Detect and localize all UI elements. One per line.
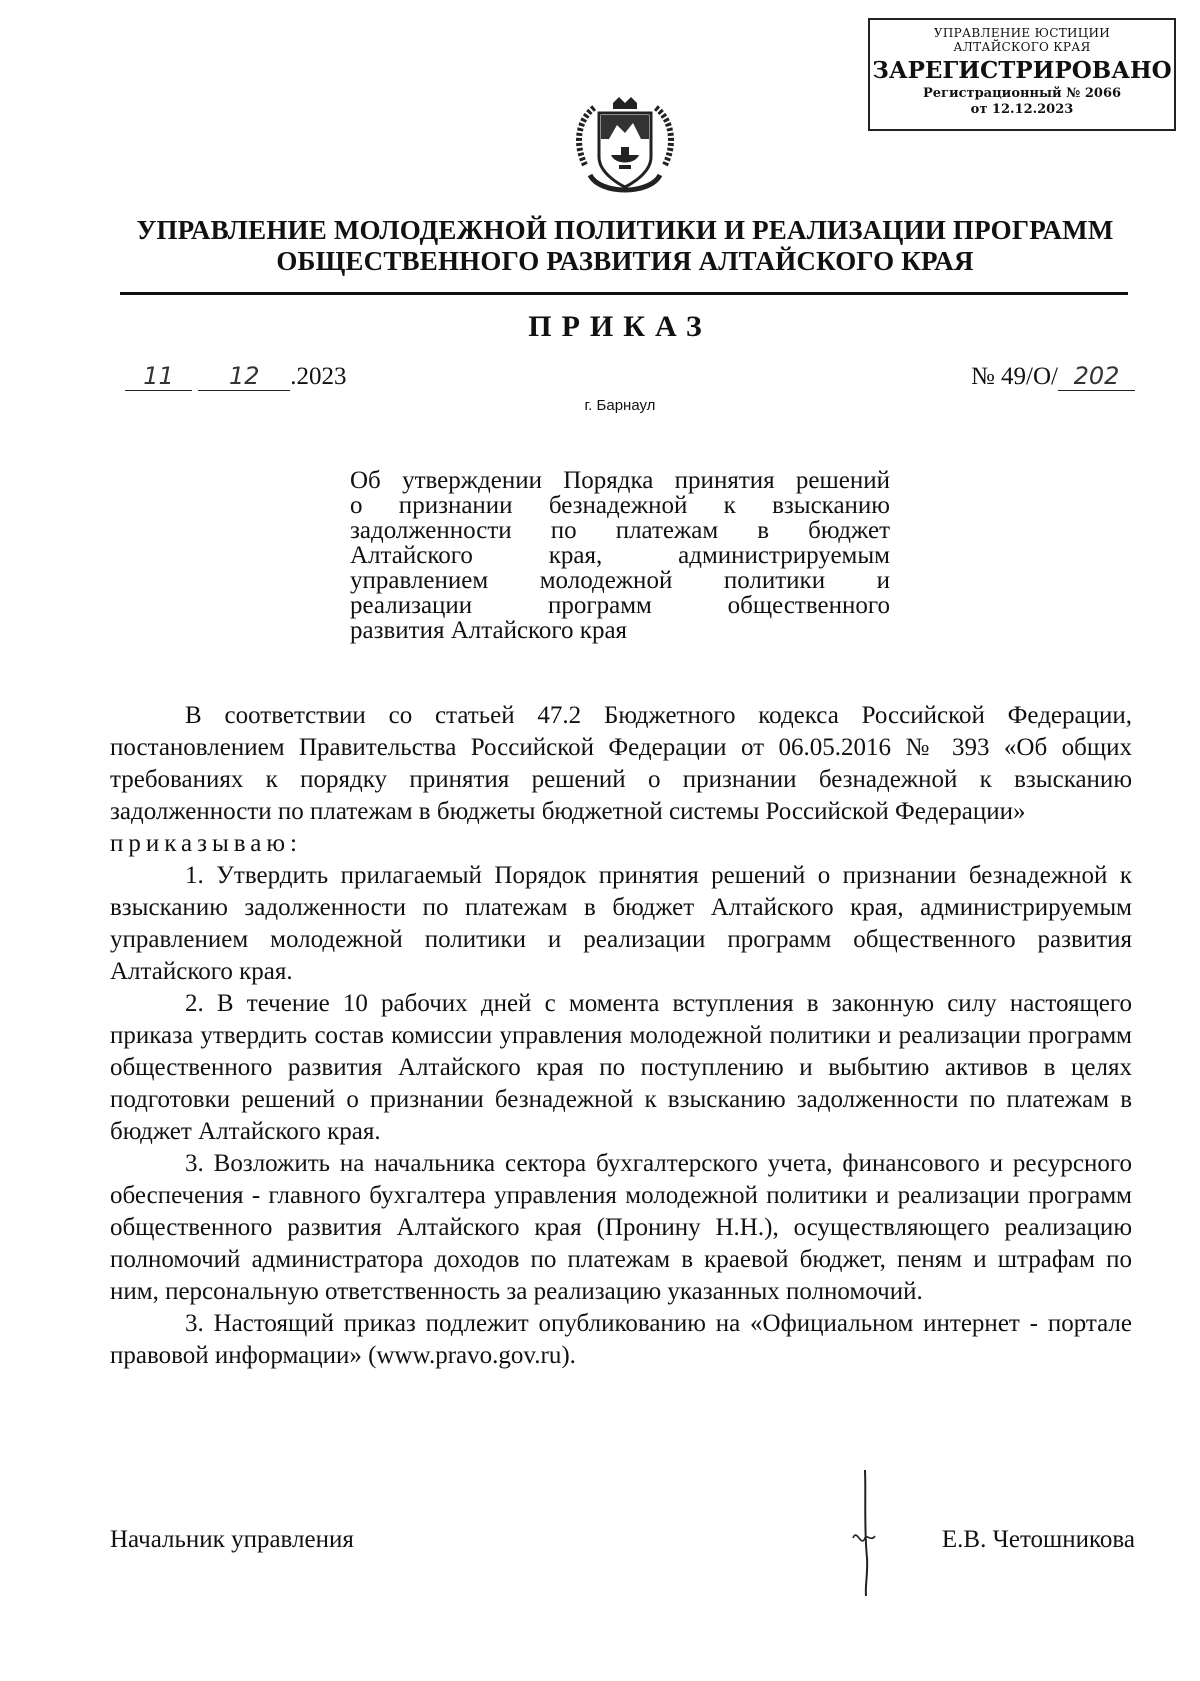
preamble-paragraph: В соответствии со статьей 47.2 Бюджетного кодекса Российской Федерации, постановлением Правительства Российской Федерации от 06.05.2016 № 393 «Об общих требованиях к порядку принятия решений о признании безнадежной к взысканию задолженности по платежам в бюджеты бюджетной системы Российской Федерации» xyxy=(110,702,1132,825)
order-subject xyxy=(350,468,890,643)
subject-line: задолженности по платежам в бюджет xyxy=(350,517,890,544)
stamp-registration-number: Регистрационный № 2066 xyxy=(922,86,1122,101)
document-type: ПРИКАЗ xyxy=(528,310,712,343)
organization-title-line2: ОБЩЕСТВЕННОГО РАЗВИТИЯ АЛТАЙСКОГО КРАЯ xyxy=(276,246,974,276)
date-month-handwritten: 12 xyxy=(198,362,290,391)
subject-line: реализации программ общественного xyxy=(350,592,890,619)
coat-of-arms-icon xyxy=(565,95,685,205)
order-item-4: 3. Настоящий приказ подлежит опубликованию на «Официальном интернет - портале правовой информации» (www.pravo.gov.ru). xyxy=(110,1310,1132,1369)
order-item-1: 1. Утвердить прилагаемый Порядок принятия решений о признании безнадежной к взысканию задолженности по платежам в бюджет Алтайского края, администрируемым управлением молодежной политики и реализации программ общественного развития Алтайского края. xyxy=(110,862,1132,985)
signatory-position: Начальник управления xyxy=(110,1526,354,1553)
order-number-prefix: № 49/О/ xyxy=(970,363,1058,390)
signatory-name: Е.В. Четошникова xyxy=(941,1526,1135,1553)
handwritten-signature xyxy=(845,1468,885,1598)
order-body xyxy=(110,700,1132,1372)
order-item-2: 2. В течение 10 рабочих дней с момента вступления в законную силу настоящего приказа утвердить состав комиссии управления молодежной политики и реализации программ общественного развития Алтайского края по поступлению и выбытию активов в целях подготовки решений о признании безнадежной к взысканию задолженности по платежам в бюджет Алтайского края. xyxy=(110,990,1132,1145)
stamp-date: от 12.12.2023 xyxy=(970,102,1074,117)
organization-title-line1: УПРАВЛЕНИЕ МОЛОДЕЖНОЙ ПОЛИТИКИ И РЕАЛИЗАЦИИ ПРОГРАММ xyxy=(136,215,1114,245)
stamp-organization: УПРАВЛЕНИЕ ЮСТИЦИИ АЛТАЙСКОГО КРАЯ xyxy=(933,26,1111,54)
order-date xyxy=(125,362,347,391)
registration-stamp xyxy=(868,18,1176,131)
order-item-3: 3. Возложить на начальника сектора бухгалтерского учета, финансового и ресурсного обеспечения - главного бухгалтера управления молодежной политики и реализации программ общественного развития Алтайского края (Пронину Н.Н.), осуществляющего реализацию полномочий администратора доходов по платежам в краевой бюджет, пеням и штрафам по ним, персональную ответственность за реализацию указанных полномочий. xyxy=(110,1150,1132,1305)
date-day-handwritten: 11 xyxy=(125,362,192,391)
order-word: приказываю: xyxy=(110,830,302,857)
subject-line: управлением молодежной политики и xyxy=(350,567,890,594)
subject-line: о признании безнадежной к взысканию xyxy=(350,492,890,519)
order-number-handwritten: 202 xyxy=(1058,362,1135,391)
subject-line: Об утверждении Порядка принятия решений xyxy=(350,467,890,494)
subject-line: развития Алтайского края xyxy=(350,617,628,644)
header-divider xyxy=(120,292,1128,295)
order-number xyxy=(971,362,1135,391)
stamp-status: ЗАРЕГИСТРИРОВАНО xyxy=(872,57,1172,84)
date-year: .2023 xyxy=(290,363,347,390)
city: г. Барнаул xyxy=(584,397,656,414)
subject-line: Алтайского края, администрируемым xyxy=(350,542,890,569)
